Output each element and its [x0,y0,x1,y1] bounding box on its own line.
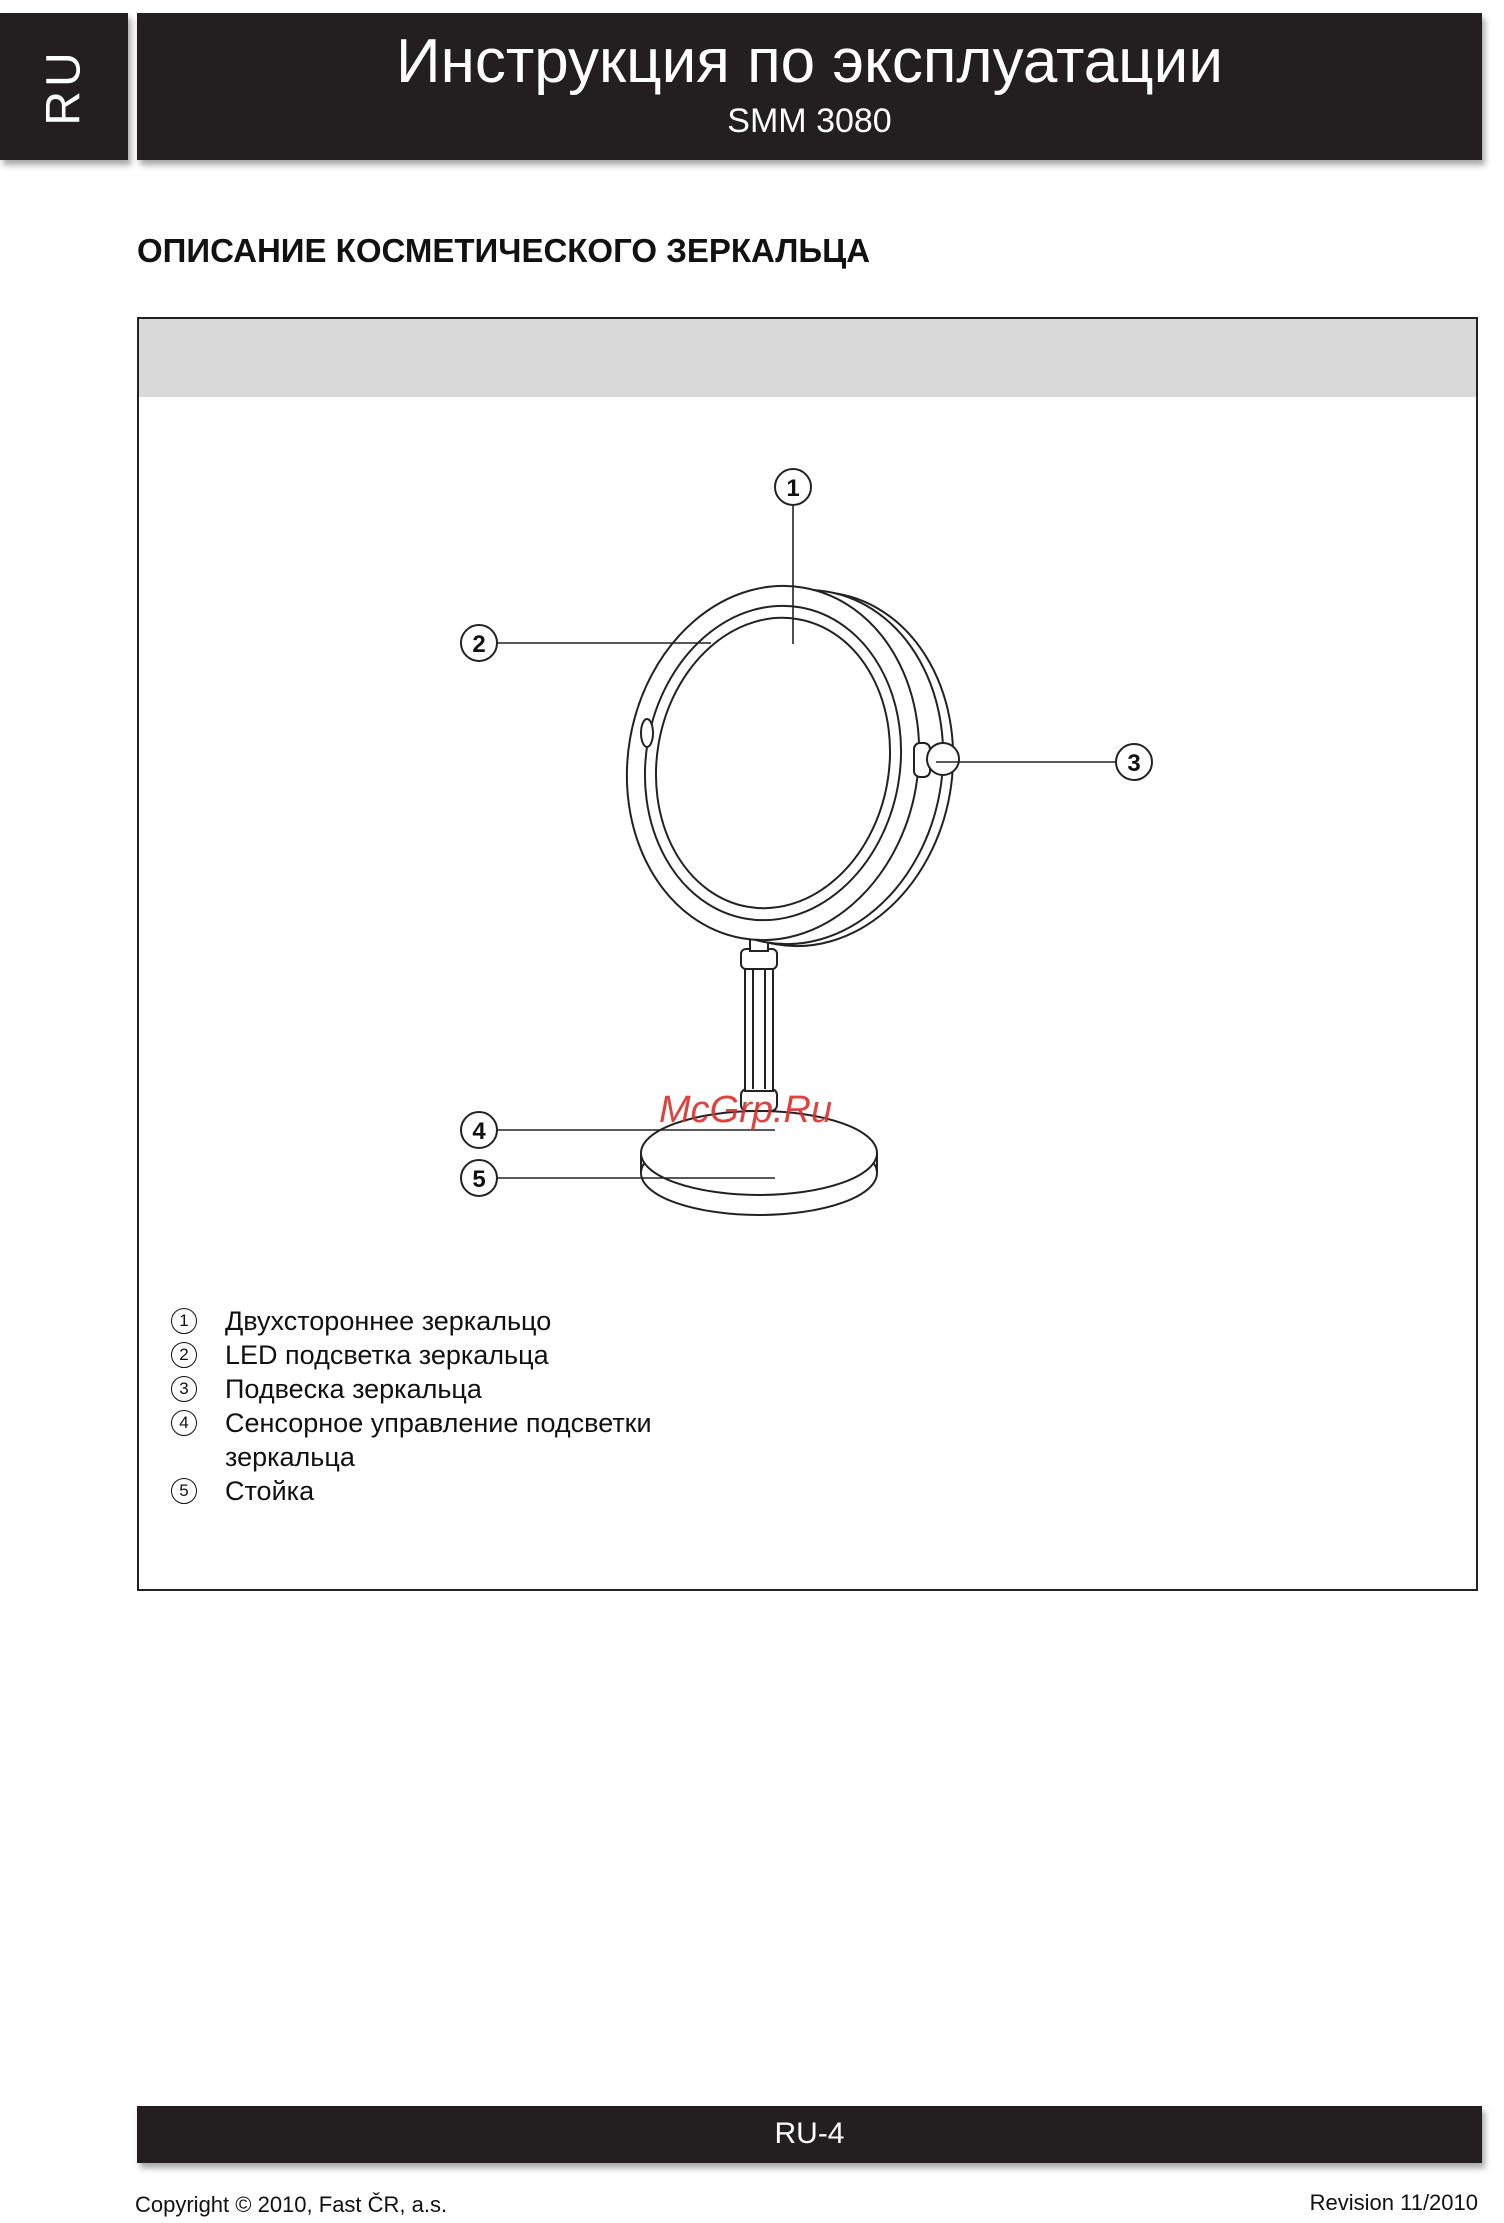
legend-list [169,1304,652,1508]
watermark: McGrp.Ru [659,1089,833,1131]
footer-bar [137,2106,1482,2163]
callout-label-2: 2 [472,631,486,658]
legend-item [169,1372,652,1406]
page-title: Инструкция по эксплуатации [396,27,1223,96]
legend-item [169,1304,652,1338]
callout-label-1: 1 [786,475,800,502]
revision-text: Revision 11/2010 [1309,2190,1478,2215]
callout-label-5: 5 [472,1166,486,1193]
legend-item-continuation [169,1440,652,1474]
callout-label-3: 3 [1127,750,1141,777]
copyright-text: Copyright © 2010, Fast ČR, a.s. [135,2192,448,2217]
callout-label-4: 4 [472,1118,486,1145]
legend-text: Подвеска зеркальца [225,1374,482,1404]
legend-text: зеркальца [225,1442,355,1472]
side-knob-right [927,743,959,775]
legend-number-blank [169,1440,225,1474]
legend-number: 2 [169,1338,225,1372]
language-code: RU [37,48,91,126]
figure-header-band [139,319,1476,397]
legend-item [169,1474,652,1508]
mirror-diagram [139,397,1476,1277]
language-tab [0,13,128,160]
page-number: RU-4 [774,2117,845,2150]
legend-text: Стойка [225,1476,315,1506]
legend-number: 5 [169,1474,225,1508]
legend-number: 3 [169,1372,225,1406]
section-heading: ОПИСАНИЕ КОСМЕТИЧЕСКОГО ЗЕРКАЛЬЦА [137,232,871,269]
legend-item [169,1338,652,1372]
header-bar [137,13,1482,160]
legend-number: 1 [169,1304,225,1338]
legend-text: Двухстороннее зеркальцо [225,1306,552,1336]
legend-text: Сенсорное управление подсветки [225,1408,652,1438]
side-knob-left [641,719,653,747]
legend-text: LED подсветка зеркальца [225,1340,549,1370]
figure-box [137,317,1478,1591]
legend-item [169,1406,652,1440]
stand-stem [745,965,773,1091]
model-number: SMM 3080 [727,102,892,140]
legend-number: 4 [169,1406,225,1440]
